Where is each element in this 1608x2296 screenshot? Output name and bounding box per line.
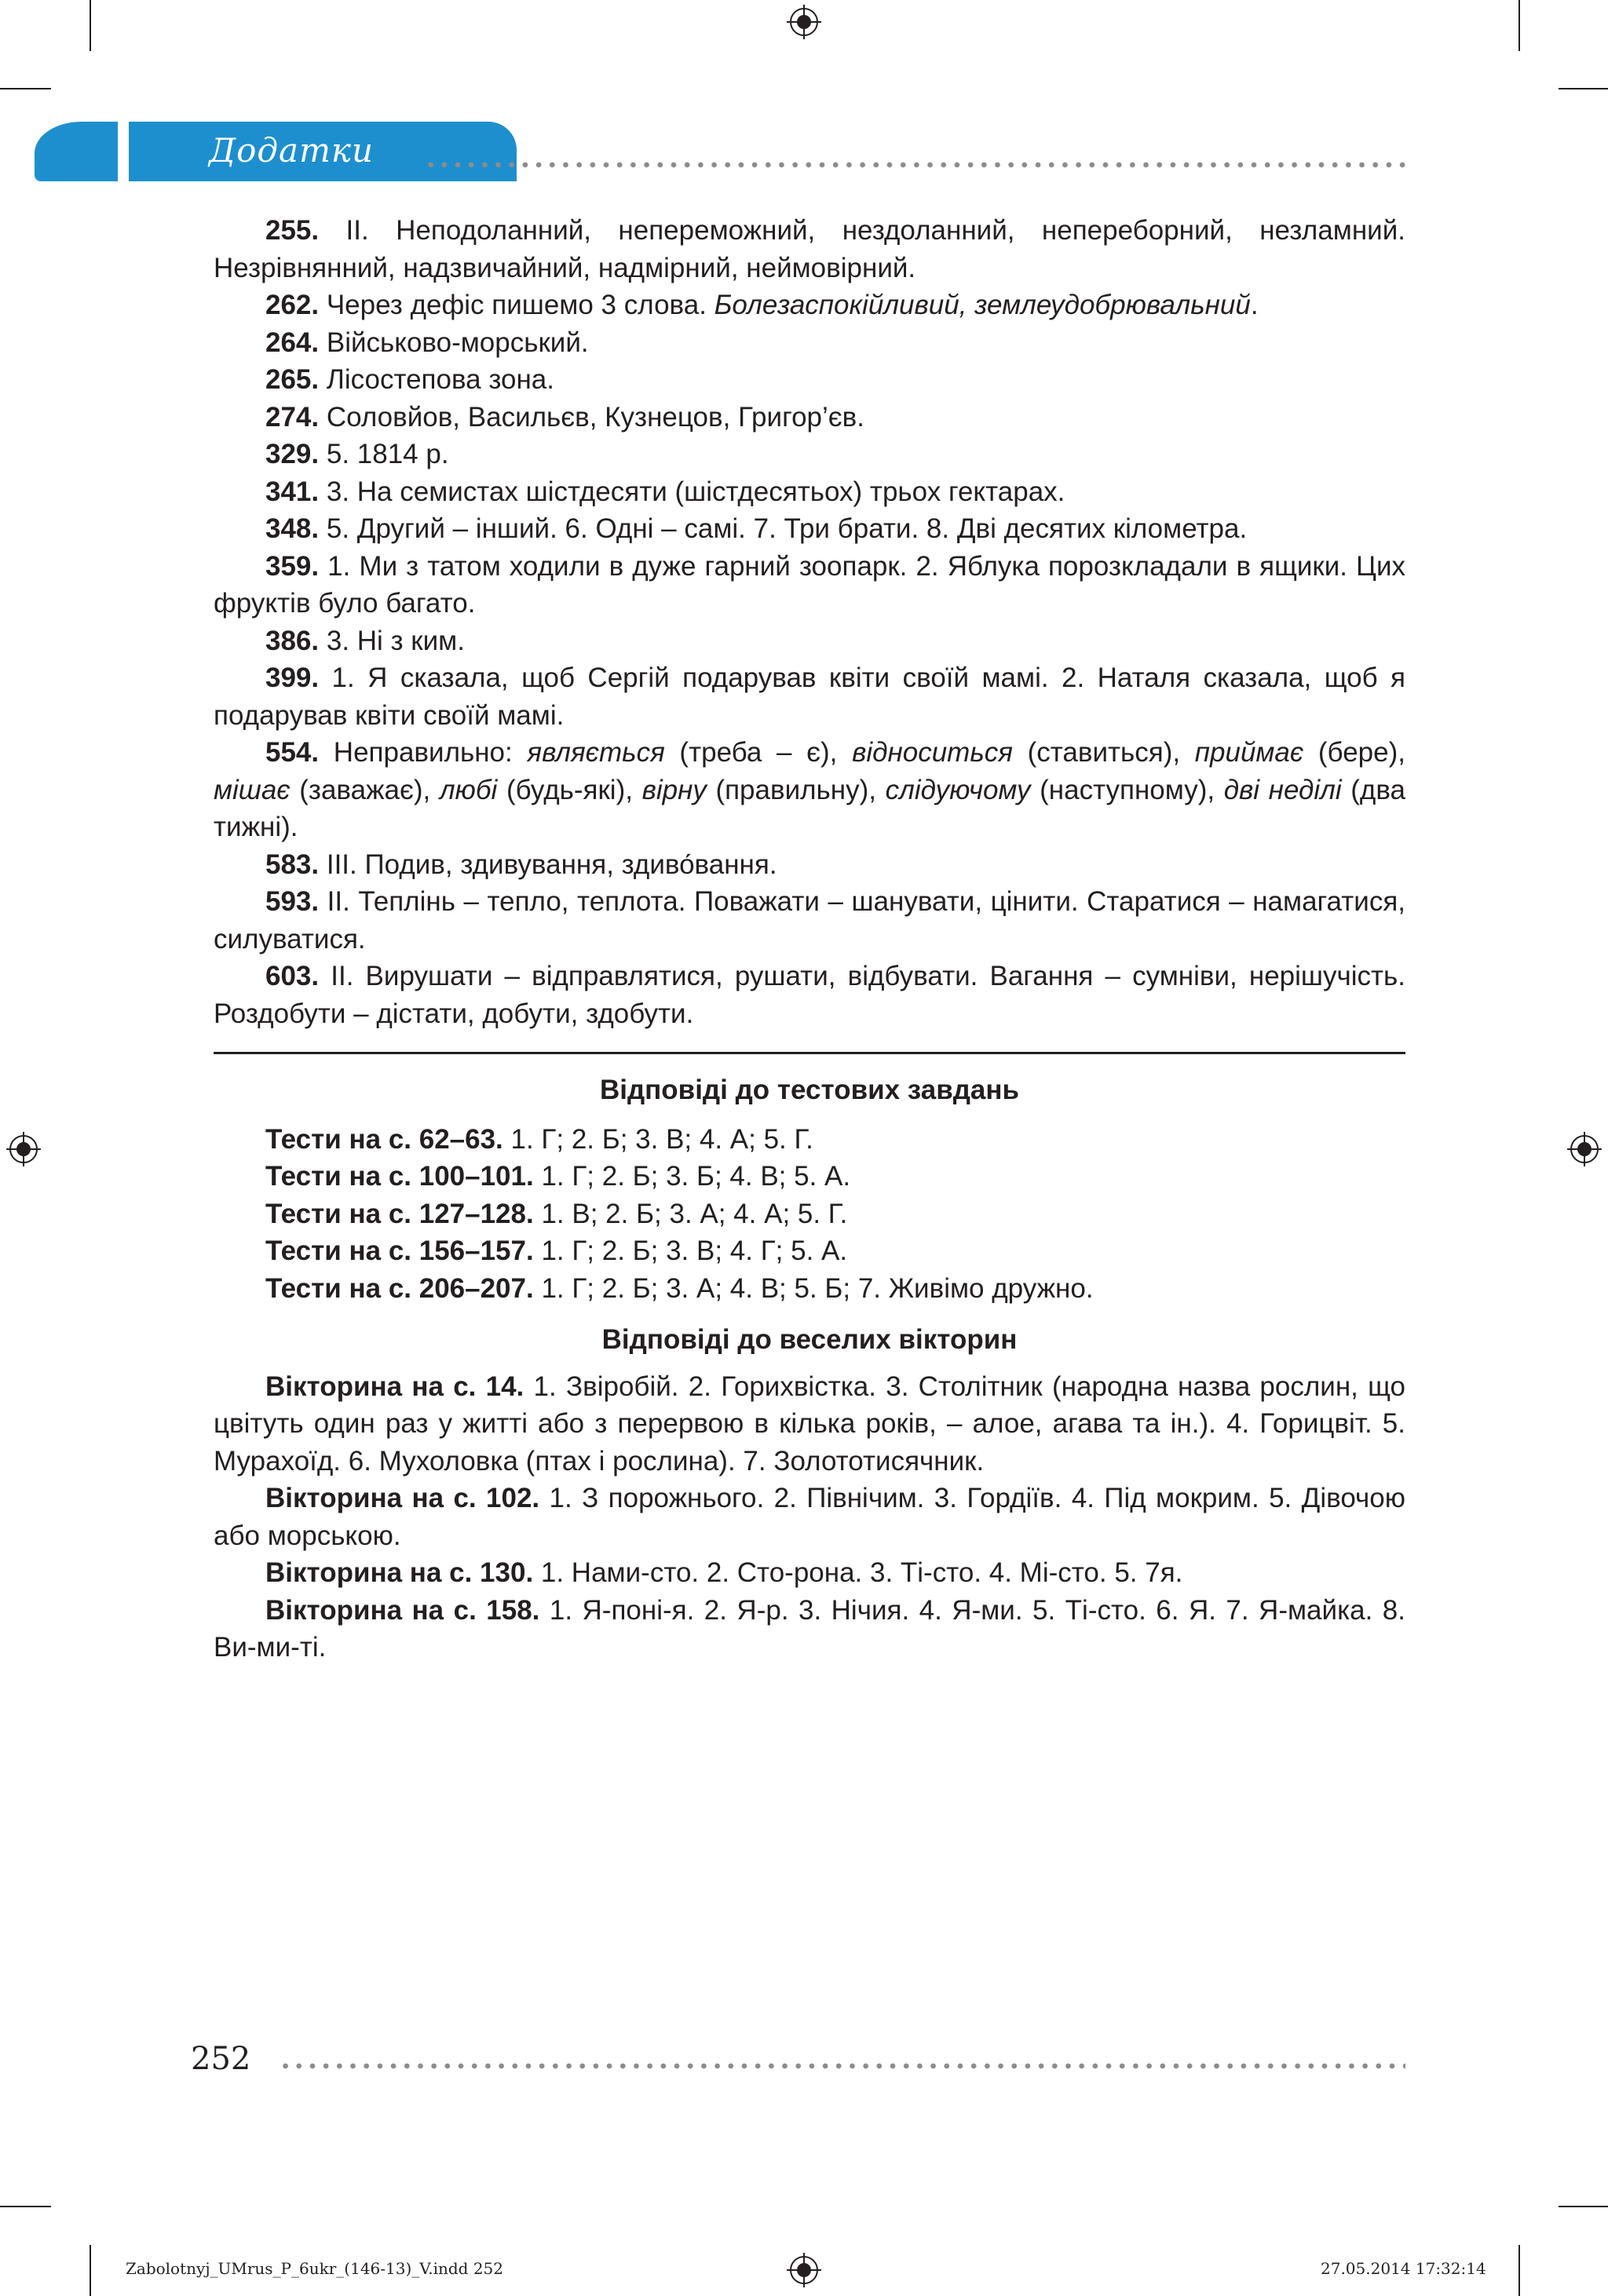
quiz-answer: Вікторина на с. 158. 1. Я-поні-я. 2. Я-р. 3. Нічия. 4. Я-ми. 5. Ті-сто. 6. Я. 7. Я-майка. 8. Ви-ми-ті. <box>214 1594 1405 1663</box>
answer-item: 593. ІІ. Теплінь – тепло, теплота. Поважати – шанувати, цінити. Старатися – намагатися, силуватися. <box>214 886 1405 955</box>
section-title: Додатки <box>209 131 375 170</box>
registration-mark-icon <box>6 1132 41 1166</box>
tests-heading: Відповіді до тестових завдань <box>599 1075 1020 1105</box>
file-slug: Zabolotnyj_UMrus_P_6ukr_(146-13)_V.indd 252 <box>126 2259 504 2278</box>
answer-item: 399. 1. Я сказала, щоб Сергій подарував квіти своїй мамі. 2. Наталя сказала, щоб я подарував квіти своїй мамі. <box>214 663 1405 731</box>
crop-mark <box>0 88 51 89</box>
header-tab-accent <box>35 122 118 181</box>
test-answer: Тести на с. 127–128. 1. В; 2. Б; 3. А; 4. А; 5. Г. <box>265 1198 848 1229</box>
crop-mark <box>1518 0 1520 51</box>
answers-content <box>214 212 1405 1666</box>
quizzes-heading: Відповіді до веселих вікторин <box>601 1324 1018 1355</box>
answer-item: 348. 5. Другий – інший. 6. Одні – самі. 7. Три брати. 8. Дві десятих кілометра. <box>265 513 1248 544</box>
crop-mark <box>1518 2245 1520 2296</box>
crop-mark <box>0 2206 51 2207</box>
crop-mark <box>90 0 91 51</box>
test-answer: Тести на с. 100–101. 1. Г; 2. Б; 3. Б; 4. В; 5. А. <box>265 1161 851 1192</box>
answer-item: 583. ІІІ. Подив, здивування, здиво́вання. <box>265 849 777 880</box>
registration-mark-icon <box>787 2253 821 2287</box>
test-answer: Тести на с. 156–157. 1. Г; 2. Б; 3. В; 4. Г; 5. А. <box>265 1236 848 1266</box>
answer-item: 264. Військово-морський. <box>265 327 589 358</box>
quiz-answer: Вікторина на с. 14. 1. Звіробій. 2. Горихвістка. 3. Столітник (народна назва рослин, що цвітуть один раз у житті або з перервою в кілька років, – алое, агава та ін.). 4. Горицвіт. 5. Мурахоїд. 6. Мухоловка (птах і рослина). 7. Золототисячник. <box>214 1371 1405 1477</box>
quiz-answer: Вікторина на с. 102. 1. З порожнього. 2. Північим. 3. Гордіїв. 4. Під мокрим. 5. Дівочою або морською. <box>214 1483 1405 1551</box>
footer-dotted-leader <box>279 2062 1405 2070</box>
header-dotted-leader <box>424 161 1405 169</box>
answer-item: 329. 5. 1814 р. <box>265 439 449 469</box>
answer-item: 359. 1. Ми з татом ходили в дуже гарний зоопарк. 2. Яблука порозкладали в ящики. Цих фруктів було багато. <box>214 550 1405 619</box>
answer-item: 603. ІІ. Вирушати – відправлятися, рушати, відбувати. Вагання – сумніви, нерішучість. Роздобути – дістати, добути, здобути. <box>214 961 1405 1029</box>
test-answer: Тести на с. 62–63. 1. Г; 2. Б; 3. В; 4. А; 5. Г. <box>265 1123 813 1155</box>
crop-mark <box>1559 88 1608 89</box>
registration-mark-icon <box>1567 1132 1602 1166</box>
page-number: 252 <box>191 2041 251 2077</box>
answer-item: 386. 3. Ні з ким. <box>265 625 465 656</box>
print-timestamp: 27.05.2014 17:32:14 <box>1321 2259 1486 2278</box>
crop-mark <box>90 2245 91 2296</box>
test-answer: Тести на с. 206–207. 1. Г; 2. Б; 3. А; 4. В; 5. Б; 7. Живімо дружно. <box>265 1272 1094 1304</box>
crop-mark <box>1559 2206 1608 2207</box>
answer-item: 265. Лісостепова зона. <box>265 364 555 395</box>
answer-item: 341. 3. На семистах шістдесяти (шістдесятьох) трьох гектарах. <box>265 476 1065 507</box>
quiz-answer: Вікторина на с. 130. 1. Нами-сто. 2. Сто-рона. 3. Ті-сто. 4. Мі-сто. 5. 7я. <box>265 1557 1183 1588</box>
answer-item: 554. Неправильно: являється (треба – є), відноситься (ставиться), приймає (бере), мішає (заважає), любі (будь-які), вірну (правильну), слідуючому (наступному), дві неділі (два тижні). <box>214 737 1406 842</box>
registration-mark-icon <box>787 5 821 39</box>
section-divider <box>214 1052 1405 1054</box>
answer-item: 262. Через дефіс пишемо 3 слова. Болезаспокійливий, землеудобрювальний. <box>265 290 1259 320</box>
answer-item: 274. Соловйов, Васильєв, Кузнецов, Григор’єв. <box>265 401 864 433</box>
answer-item: 255. ІІ. Неподоланний, непереможний, нездоланний, непереборний, незламний. Незрівнянний, надзвичайний, надмірний, неймовірний. <box>214 215 1405 283</box>
